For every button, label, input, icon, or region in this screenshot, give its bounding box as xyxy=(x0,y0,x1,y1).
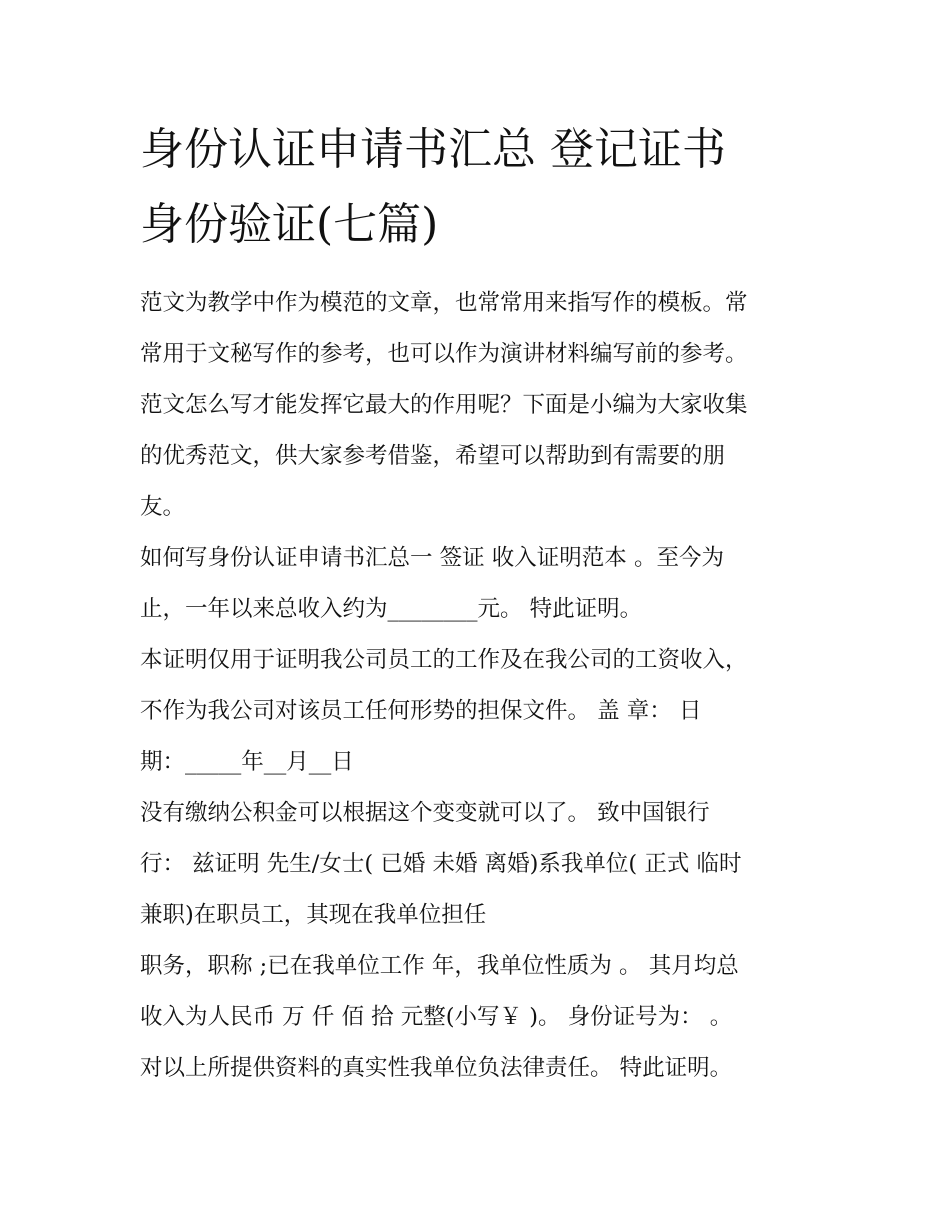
document-title xyxy=(140,112,830,262)
title-line: 身份认证申请书汇总 登记证书 xyxy=(140,124,726,175)
body-line: 不作为我公司对该员工任何形势的担保文件。 盖 章： 日 xyxy=(140,698,702,724)
body-line: 的优秀范文，供大家参考借鉴，希望可以帮助到有需要的朋 xyxy=(140,443,726,469)
body-line: 本证明仅用于证明我公司员工的工作及在我公司的工资收入， xyxy=(140,647,748,673)
body-line: 收入为人民币 万 仟 佰 拾 元整(小写￥ )。 身份证号为： 。 xyxy=(140,1004,733,1030)
body-line: 如何写身份认证申请书汇总一 签证 收入证明范本 。至今为 xyxy=(140,545,724,571)
body-line: 没有缴纳公积金可以根据这个变变就可以了。 致中国银行 xyxy=(140,800,710,826)
body-line: 友。 xyxy=(140,494,186,520)
title-line: 身份验证(七篇) xyxy=(140,199,439,250)
body-line: 范文为教学中作为模范的文章，也常常用来指写作的模板。常 xyxy=(140,290,748,316)
body-line: 职务，职称 ;已在我单位工作 年，我单位性质为 。 其月均总 xyxy=(140,953,739,979)
body-line: 行： 兹证明 先生/女士( 已婚 未婚 离婚)系我单位( 正式 临时 xyxy=(140,851,742,877)
body-line: 止，一年以来总收入约为________元。 特此证明。 xyxy=(140,596,643,622)
body-line: 对以上所提供资料的真实性我单位负法律责任。 特此证明。 xyxy=(140,1055,733,1081)
body-line: 期：_____年__月__日 xyxy=(140,749,354,775)
body-line: 常用于文秘写作的参考，也可以作为演讲材料编写前的参考。 xyxy=(140,341,748,367)
body-line: 范文怎么写才能发挥它最大的作用呢？下面是小编为大家收集 xyxy=(140,392,748,418)
body-line: 兼职)在职员工，其现在我单位担任 xyxy=(140,902,487,928)
document-body xyxy=(140,278,830,1094)
